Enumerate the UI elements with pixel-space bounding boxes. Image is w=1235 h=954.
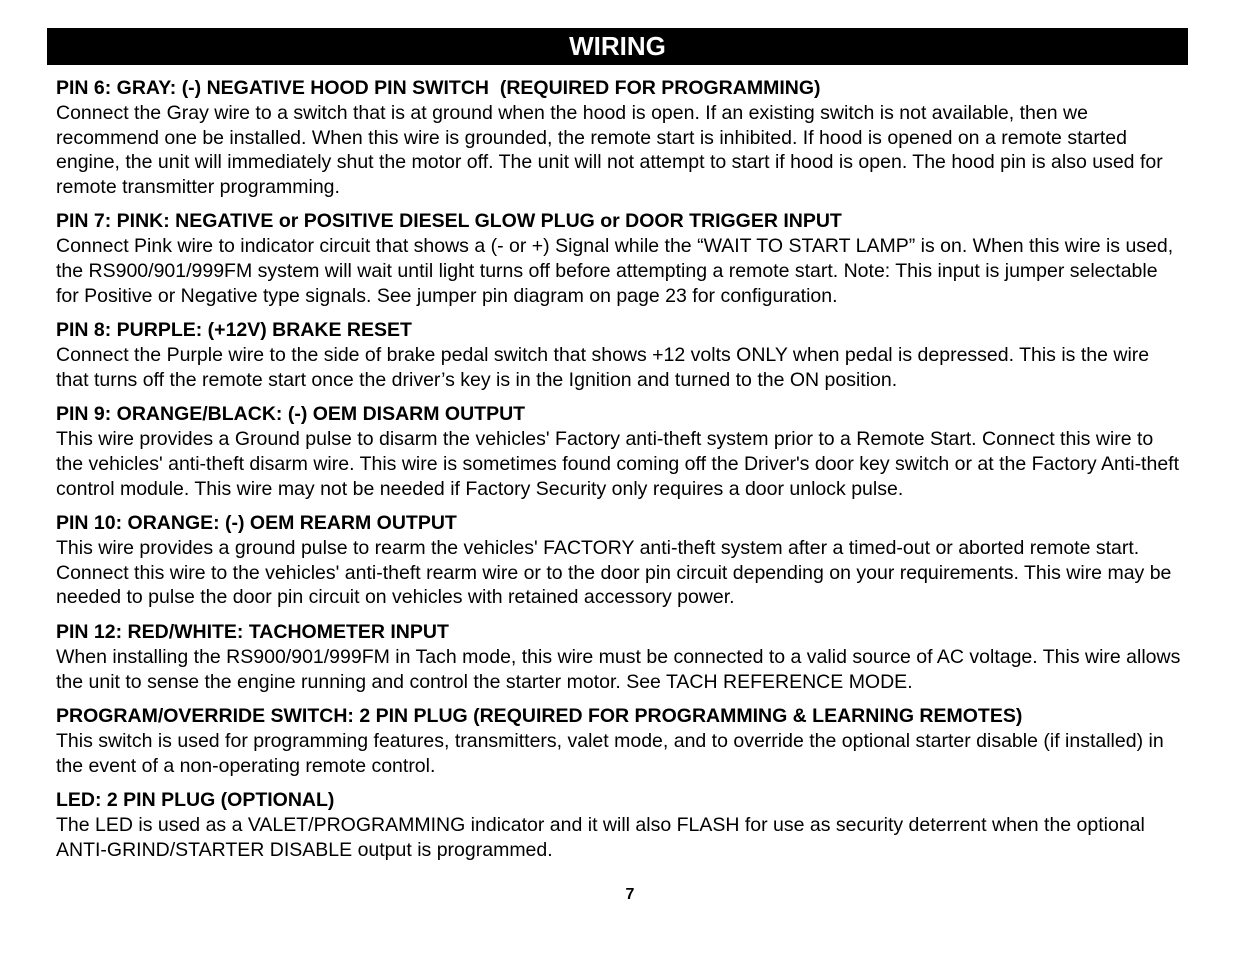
section-body: This wire provides a ground pulse to rearm the vehicles' FACTORY anti-theft system after a timed-out or aborted remote start. Connect this wire to the vehicles' anti-theft rearm wire or to the door pin circuit depending on your requirements. This wire may be needed to pulse the door pin circuit on vehicles with retained accessory power.	[56, 537, 1172, 609]
section-heading: PIN 7: PINK: NEGATIVE or POSITIVE DIESEL GLOW PLUG or DOOR TRIGGER INPUT	[56, 210, 842, 233]
section-pin-9	[56, 402, 1184, 501]
section-pin-6	[56, 76, 1184, 199]
section-program-override-switch	[56, 704, 1184, 778]
page-title: WIRING	[569, 31, 666, 61]
section-heading: PIN 6: GRAY: (-) NEGATIVE HOOD PIN SWITCH (REQUIRED FOR PROGRAMMING)	[56, 77, 821, 99]
section-heading: PIN 10: ORANGE: (-) OEM REARM OUTPUT	[56, 512, 457, 535]
section-heading: PIN 12: RED/WHITE: TACHOMETER INPUT	[56, 620, 449, 643]
section-pin-12	[56, 620, 1184, 694]
section-pin-7	[56, 209, 1184, 308]
section-heading: LED: 2 PIN PLUG (OPTIONAL)	[56, 789, 335, 812]
section-heading: PROGRAM/OVERRIDE SWITCH: 2 PIN PLUG (REQUIRED FOR PROGRAMMING & LEARNING REMOTES)	[56, 705, 1023, 728]
page-title-banner	[47, 28, 1188, 65]
section-body: Connect Pink wire to indicator circuit that shows a (- or +) Signal while the “WAIT TO START LAMP” is on. When this wire is used, the RS900/901/999FM system will wait until light turns off before attempting a remote start. Note: This input is jumper selectable for Positive or Negative type signals. See jumper pin diagram on page 23 for configuration.	[56, 235, 1174, 307]
wiring-content	[56, 76, 1184, 872]
section-heading: PIN 9: ORANGE/BLACK: (-) OEM DISARM OUTPUT	[56, 403, 526, 426]
section-led-plug	[56, 788, 1184, 862]
section-body: This wire provides a Ground pulse to disarm the vehicles' Factory anti-theft system prior to a Remote Start. Connect this wire to the vehicles' anti-theft disarm wire. This wire is sometimes found coming off the Driver's door key switch or at the Factory Anti-theft control module. This wire may not be needed if Factory Security only requires a door unlock pulse.	[56, 428, 1180, 500]
section-body: When installing the RS900/901/999FM in Tach mode, this wire must be connected to a valid source of AC voltage. This wire allows the unit to sense the engine running and control the starter motor. See TACH REFERENCE MODE.	[56, 645, 1181, 693]
section-heading: PIN 8: PURPLE: (+12V) BRAKE RESET	[56, 319, 412, 342]
section-pin-8	[56, 318, 1184, 392]
section-body: This switch is used for programming features, transmitters, valet mode, and to override the optional starter disable (if installed) in the event of a non-operating remote control.	[56, 730, 1164, 777]
section-body: The LED is used as a VALET/PROGRAMMING indicator and it will also FLASH for use as security deterrent when the optional ANTI-GRIND/STARTER DISABLE output is programmed.	[56, 814, 1145, 861]
section-body: Connect the Gray wire to a switch that is at ground when the hood is open. If an existing switch is not available, then we recommend one be installed. When this wire is grounded, the remote start is inhibited. If hood is opened on a remote started engine, the unit will immediately shut the motor off. The unit will not attempt to start if hood is open. The hood pin is also used for remote transmitter programming.	[56, 102, 1163, 198]
section-pin-10	[56, 511, 1184, 610]
section-body: Connect the Purple wire to the side of brake pedal switch that shows +12 volts ONLY when pedal is depressed. This is the wire that turns off the remote start once the driver’s key is in the Ignition and turned to the ON position.	[56, 344, 1150, 391]
page-number: 7	[625, 886, 635, 903]
